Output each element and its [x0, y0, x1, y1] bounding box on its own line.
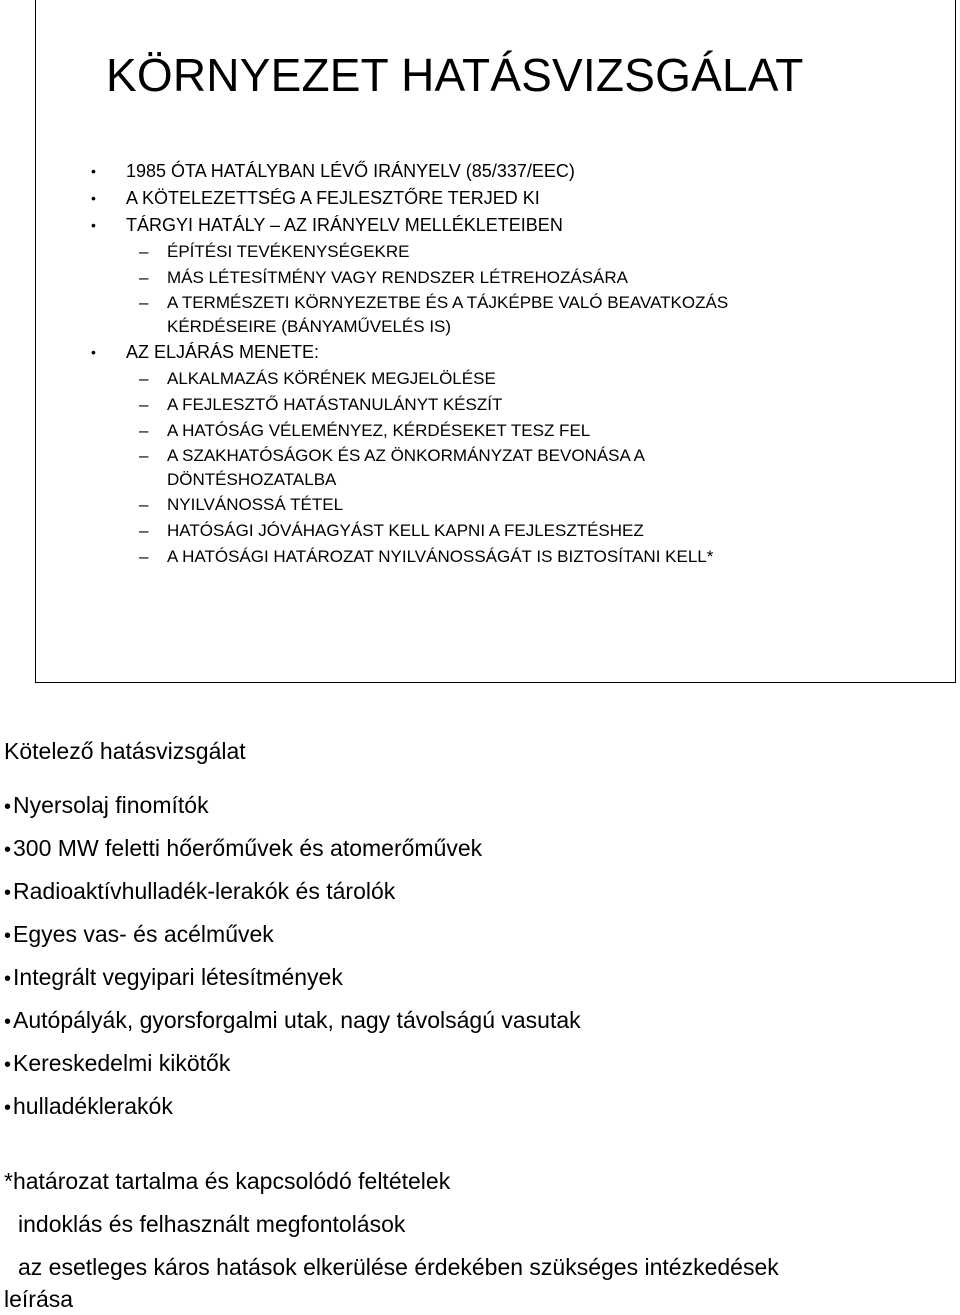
list-item [4, 827, 581, 870]
list-item-text: Autópályák, gyorsforgalmi utak, nagy távolságú vasutak [13, 1007, 581, 1033]
outline-bullet-item [36, 158, 955, 185]
bullet-icon: • [91, 344, 96, 360]
footnote-line: leírása [4, 1286, 74, 1312]
list-item [4, 1085, 581, 1128]
bullet-icon: • [4, 925, 12, 947]
list-item-text: Kereskedelmi kikötők [13, 1050, 231, 1076]
outline-item-text: A TERMÉSZETI KÖRNYEZETBE ÉS A TÁJKÉPBE VALÓ BEAVATKOZÁS [167, 293, 729, 312]
outline-item-continuation: KÉRDÉSEIRE (BÁNYAMŰVELÉS IS) [167, 317, 452, 336]
outline-item-text: A SZAKHATÓSÁGOK ÉS AZ ÖNKORMÁNYZAT BEVONÁSA A [167, 446, 646, 465]
outline-item-text: NYILVÁNOSSÁ TÉTEL [167, 495, 344, 514]
list-item-text: Integrált vegyipari létesítmények [13, 964, 343, 990]
dash-icon: – [139, 495, 149, 514]
outline-sub-item [36, 492, 955, 518]
outline-sub-item [36, 518, 955, 544]
dash-icon: – [139, 395, 149, 414]
list-item-text: Radioaktívhulladék-lerakók és tárolók [13, 878, 396, 904]
dash-icon: – [139, 446, 149, 465]
outline-item-text: HATÓSÁGI JÓVÁHAGYÁST KELL KAPNI A FEJLESZTÉSHEZ [167, 521, 644, 540]
list-item [4, 913, 581, 956]
list-item [4, 870, 581, 913]
list-item [4, 999, 581, 1042]
outline-bullet-item [36, 212, 955, 239]
dash-icon: – [139, 242, 149, 261]
dash-icon: – [139, 293, 149, 312]
bullet-icon: • [4, 882, 12, 904]
bullet-icon: • [91, 217, 96, 233]
footnote-line: indoklás és felhasznált megfontolások [18, 1211, 406, 1237]
outline-sub-item [36, 444, 955, 492]
bullet-icon: • [4, 839, 12, 861]
outline-item-continuation: DÖNTÉSHOZATALBA [167, 470, 337, 489]
dash-icon: – [139, 421, 149, 440]
outline-item-text: MÁS LÉTESÍTMÉNY VAGY RENDSZER LÉTREHOZÁSÁRA [167, 268, 628, 287]
outline-item-text: A HATÓSÁGI HATÁROZAT NYILVÁNOSSÁGÁT IS BIZTOSÍTANI KELL* [167, 547, 714, 566]
outline-bullet-item [36, 185, 955, 212]
outline-item-text: TÁRGYI HATÁLY – AZ IRÁNYELV MELLÉKLETEIBEN [126, 215, 563, 235]
outline-item-text: ALKALMAZÁS KÖRÉNEK MEGJELÖLÉSE [167, 369, 496, 388]
outline-sub-item [36, 265, 955, 291]
outline-item-text: A KÖTELEZETTSÉG A FEJLESZTŐRE TERJED KI [126, 188, 540, 208]
list-item [4, 956, 581, 999]
outline-sub-item [36, 392, 955, 418]
bullet-icon: • [4, 1097, 12, 1119]
mandatory-title: Kötelező hatásvizsgálat [4, 738, 246, 764]
outline-item-text: AZ ELJÁRÁS MENETE: [126, 342, 320, 362]
outline-item-text: A FEJLESZTŐ HATÁSTANULÁNYT KÉSZÍT [167, 395, 503, 414]
bullet-icon: • [91, 190, 96, 206]
bullet-icon: • [4, 968, 12, 990]
list-item [4, 1042, 581, 1085]
outline-sub-item [36, 239, 955, 265]
outline-sub-item [36, 418, 955, 444]
list-item-text: hulladéklerakók [13, 1093, 173, 1119]
footnote-line: *határozat tartalma és kapcsolódó feltételek [4, 1168, 451, 1194]
list-item [4, 784, 581, 827]
footnote-line: az esetleges káros hatások elkerülése érdekében szükséges intézkedések [18, 1254, 779, 1280]
slide-outline [36, 158, 955, 570]
outline-sub-item [36, 544, 955, 570]
slide-frame [35, 0, 956, 683]
bullet-icon: • [91, 163, 96, 179]
list-item-text: Nyersolaj finomítók [13, 792, 209, 818]
slide-title: KÖRNYEZET HATÁSVIZSGÁLAT [106, 49, 804, 101]
outline-sub-item [36, 366, 955, 392]
dash-icon: – [139, 369, 149, 388]
bullet-icon: • [4, 796, 12, 818]
outline-item-text: 1985 ÓTA HATÁLYBAN LÉVŐ IRÁNYELV (85/337/EEC) [126, 161, 575, 181]
bullet-icon: • [4, 1054, 12, 1076]
outline-bullet-item [36, 339, 955, 366]
dash-icon: – [139, 547, 149, 566]
dash-icon: – [139, 521, 149, 540]
outline-sub-item [36, 291, 955, 339]
list-item-text: 300 MW feletti hőerőművek és atomerőművek [13, 835, 483, 861]
dash-icon: – [139, 268, 149, 287]
outline-item-text: A HATÓSÁG VÉLEMÉNYEZ, KÉRDÉSEKET TESZ FEL [167, 421, 591, 440]
mandatory-list [4, 784, 581, 1128]
bullet-icon: • [4, 1011, 12, 1033]
list-item-text: Egyes vas- és acélművek [13, 921, 274, 947]
outline-item-text: ÉPÍTÉSI TEVÉKENYSÉGEKRE [167, 242, 410, 261]
